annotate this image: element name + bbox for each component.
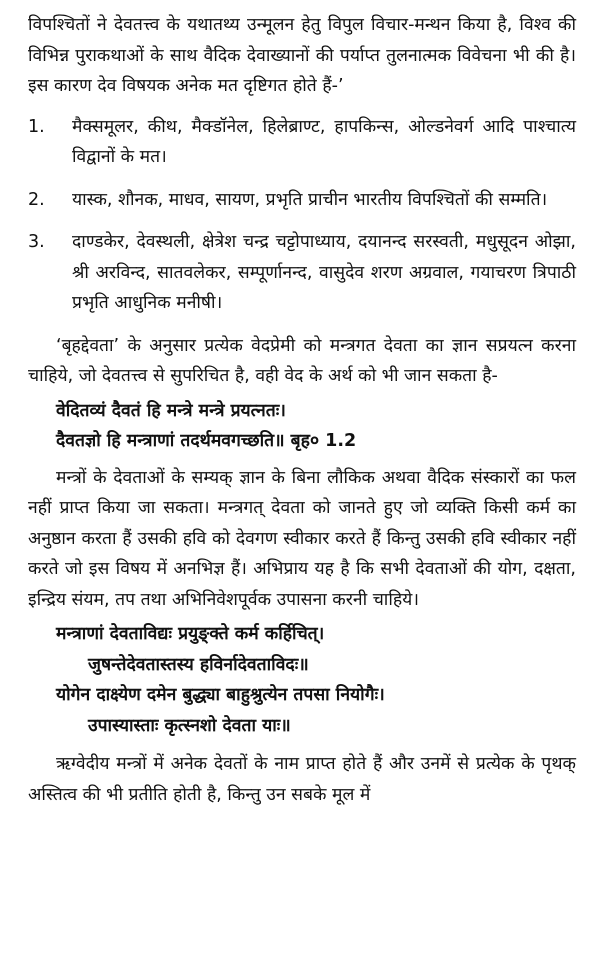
verse-line: वेदितव्यं दैवतं हि मन्त्रे मन्त्रे प्रयत्नतः। — [56, 400, 286, 421]
verse-line: उपास्यास्ताः कृत्स्नशो देवता याः॥ — [88, 715, 291, 736]
list-text: यास्क, शौनक, माधव, सायण, प्रभृति प्राचीन भारतीय विपश्चितों की सम्मति। — [72, 189, 548, 210]
list-item — [28, 185, 576, 216]
list-text: दाण्डकेर, देवस्थली, क्षेत्रेश चन्द्र चट्टोपाध्याय, दयानन्द सरस्वती, मधुसूदन ओझा, श्री अरविन्द, सातवलेकर, सम्पूर्णानन्द, वासुदेव शरण अग्रवाल, गयाचरण त्रिपाठी प्रभृति आधुनिक मनीषी। — [72, 232, 576, 313]
verse-block — [28, 396, 576, 457]
mantra-paragraph: मन्त्रों के देवताओं के सम्यक् ज्ञान के बिना लौकिक अथवा वैदिक संस्कारों का फल नहीं प्राप्त किया जा सकता। मन्त्रगत् देवता को जानते हुए जो व्यक्ति किसी कर्म का अनुष्ठान करता हैं उसकी हवि को देवगण स्वीकार करते हैं किन्तु उसकी हवि स्वीकार नहीं करते जो इस विषय में अनभिज्ञ हैं। अभिप्राय यह है कि सभी देवताओं की योग, दक्षता, इन्द्रिय संयम, तप तथा अभिनिवेशपूर्वक उपासना करनी चाहिये। — [28, 467, 576, 610]
verse-block — [28, 619, 576, 741]
final-paragraph: ऋग्वेदीय मन्त्रों में अनेक देवतों के नाम प्राप्त होते हैं और उनमें से प्रत्येक के पृथक् अस्तित्व की भी प्रतीति होती है, किन्तु उन सबके मूल में — [28, 754, 576, 805]
list-number: 2. — [28, 189, 45, 210]
verse-line: दैवतज्ञो हि मन्त्राणां तदर्थमवगच्छति॥ बृह० 1.2 — [56, 431, 357, 451]
opinion-list — [28, 112, 576, 319]
list-number: 1. — [28, 116, 45, 137]
list-item — [28, 227, 576, 319]
verse-line: जुषन्तेदेवतास्तस्य हविर्नादेवताविदः॥ — [88, 654, 309, 675]
intro-paragraph: विपश्चितों ने देवतत्त्व के यथातथ्य उन्मूलन हेतु विपुल विचार-मन्थन किया है, विश्व की विभिन्न पुराकथाओं के साथ वैदिक देवाख्यानों की पर्याप्त तुलनात्मक विवेचना भी की है। इस कारण देव विषयक अनेक मत दृष्टिगत होते हैं-’ — [28, 15, 576, 96]
list-text: मैक्समूलर, कीथ, मैक्डॉनेल, हिलेब्राण्ट, हापकिन्स, ओल्डनेवर्ग आदि पाश्चात्य विद्वानों के मत। — [72, 116, 576, 167]
verse-line: मन्त्राणां देवताविद्यः प्रयुङ्क्ते कर्म कर्हिचित्। — [56, 624, 325, 644]
page-body — [28, 10, 576, 810]
brihad-devata-paragraph: ‘बृहद्देवता’ के अनुसार प्रत्येक वेदप्रेमी को मन्त्रगत देवता का ज्ञान सप्रयत्न करना चाहिये, जो देवतत्त्व से सुपरिचित है, वही वेद के अर्थ को भी जान सकता है- — [28, 335, 576, 386]
verse-line: योगेन दाक्ष्येण दमेन बुद्ध्या बाहुश्रुत्येन तपसा नियोगैः। — [56, 685, 385, 705]
list-number: 3. — [28, 232, 45, 252]
list-item — [28, 112, 576, 173]
